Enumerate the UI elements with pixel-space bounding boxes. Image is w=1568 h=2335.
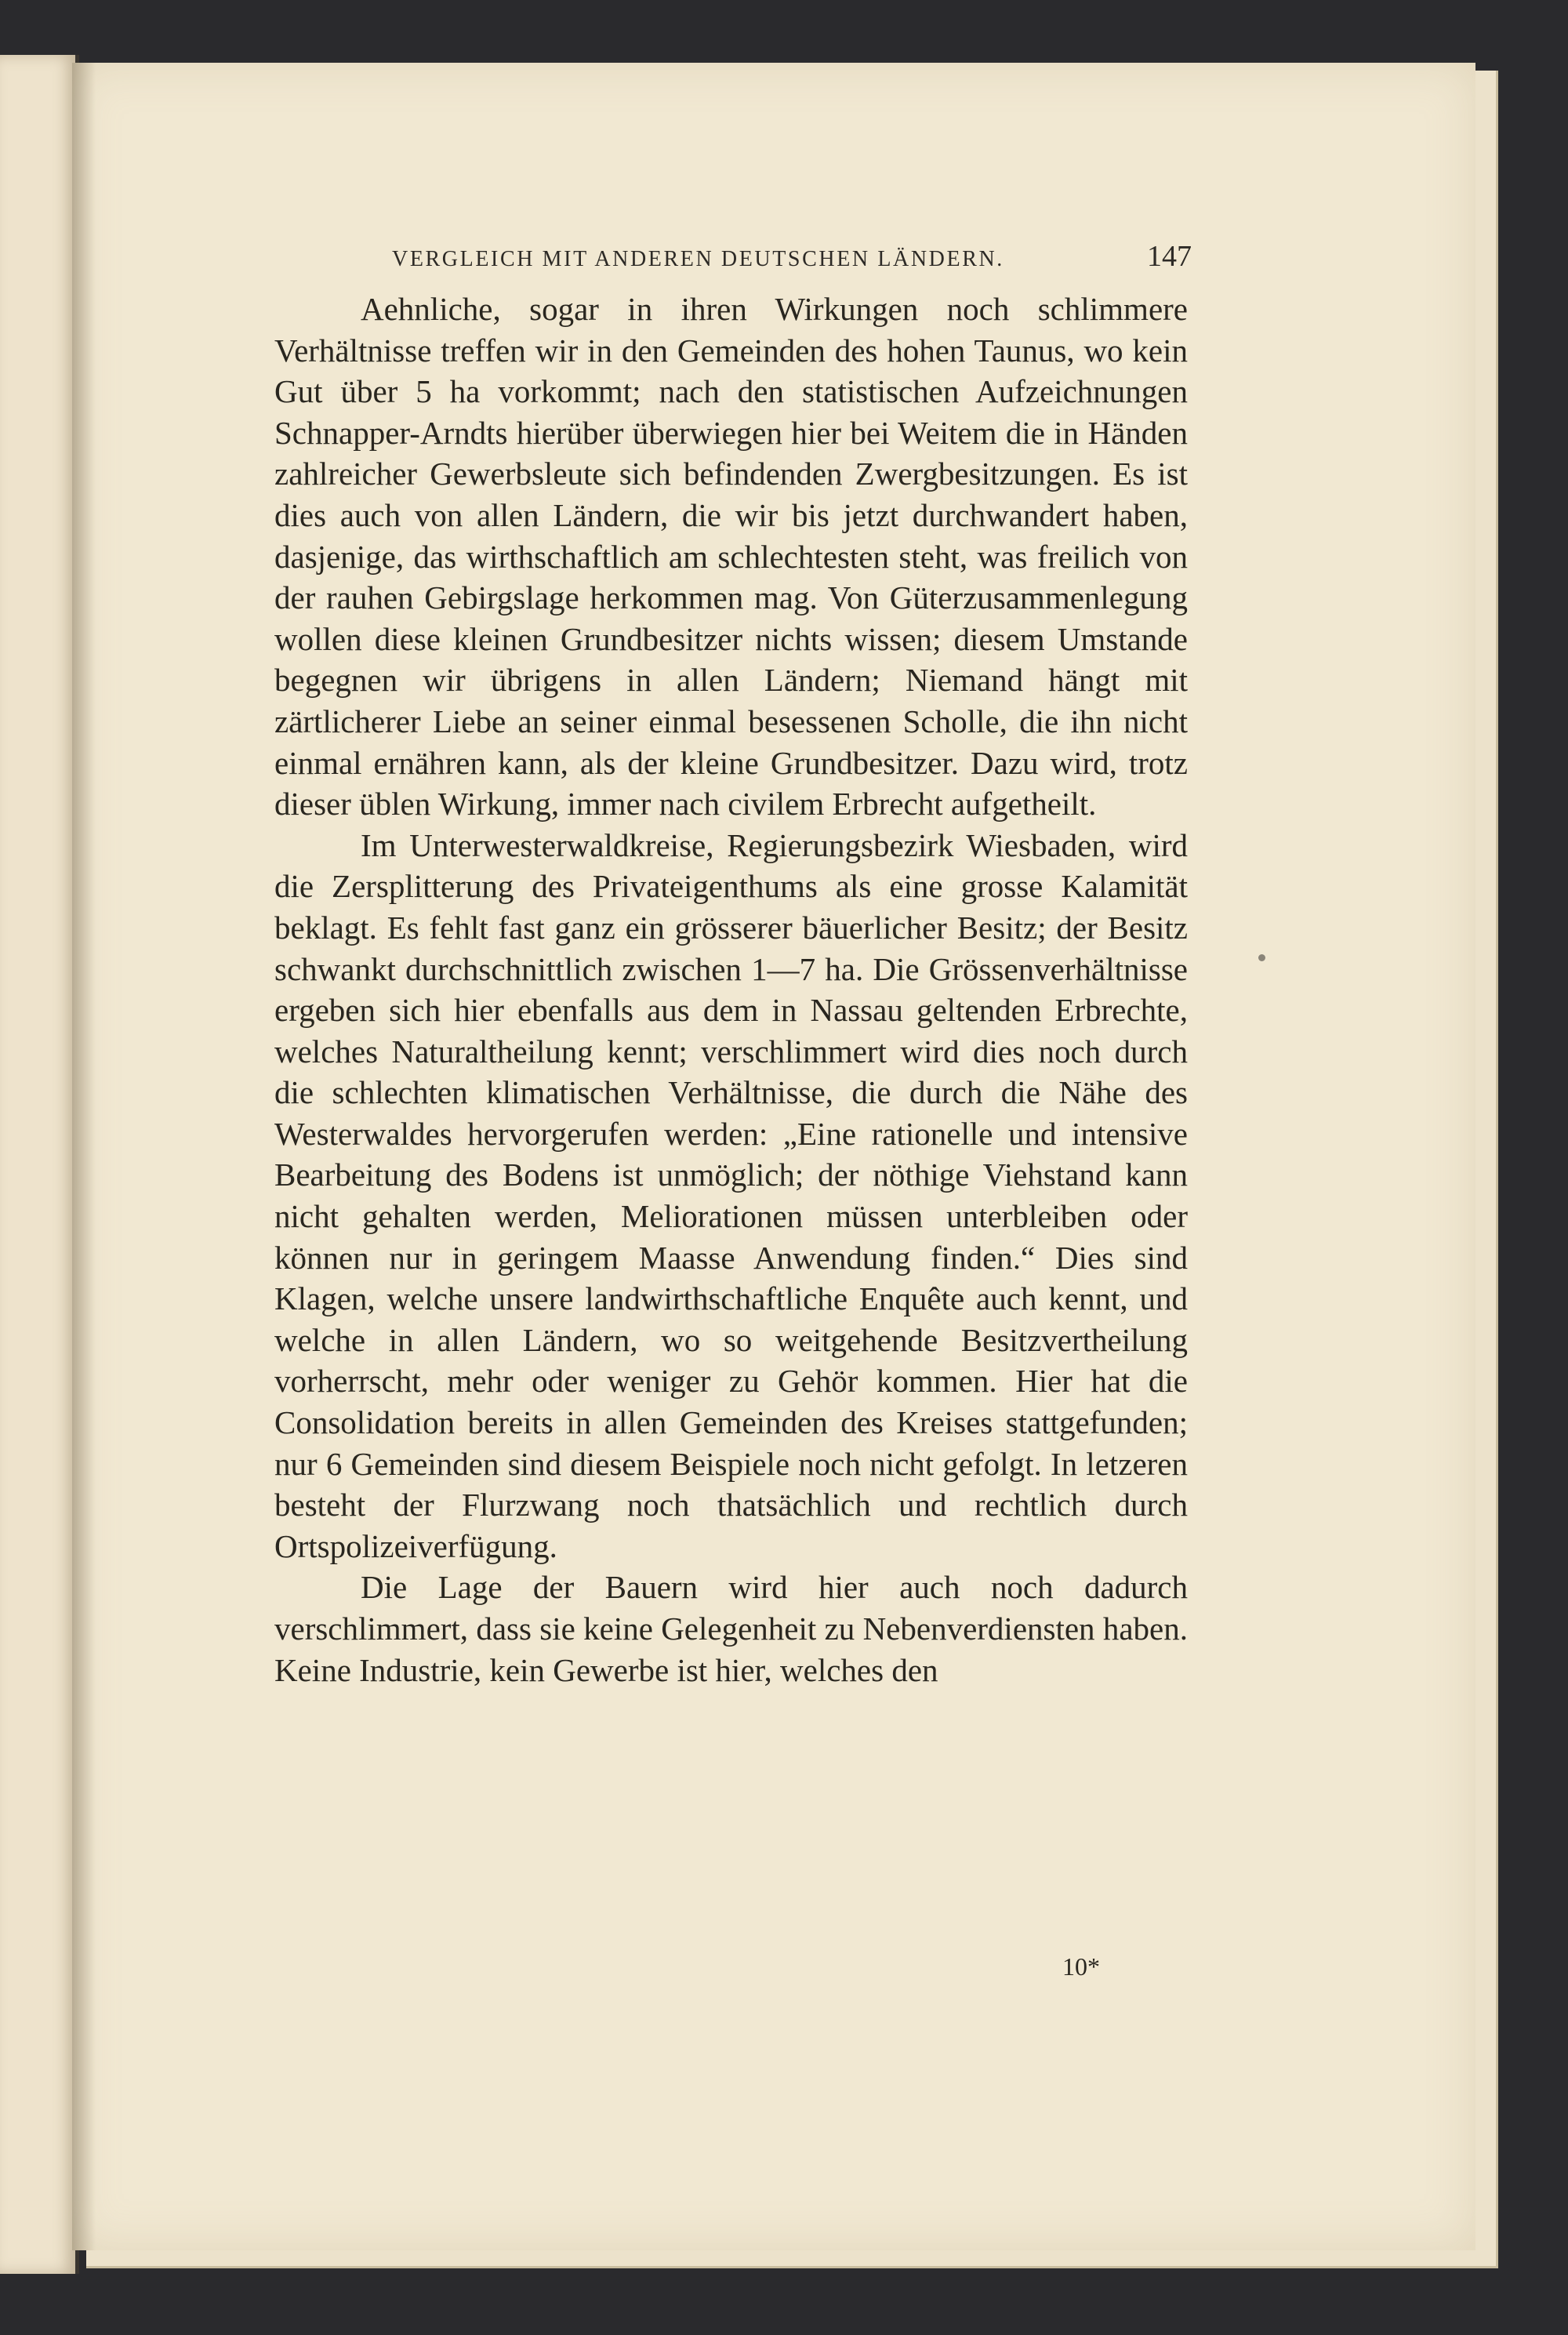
running-title: VERGLEICH MIT ANDEREN DEUTSCHEN LÄNDERN. xyxy=(392,247,1004,271)
paper-speck xyxy=(1258,954,1265,961)
paragraph-2: Im Unterwesterwaldkreise, Regierungsbezirk Wiesbaden, wird die Zersplitterung des Privateigenthums als eine grosse Kalamität beklagt. Es fehlt fast ganz ein grösserer bäuerlicher Besitz; der Besitz schwankt durchschnittlich zwischen 1—7 ha. Die Grössenverhältnisse ergeben sich hier ebenfalls aus dem in Nassau geltenden Erbrechte, welches Naturaltheilung kennt; verschlimmert wird dies noch durch die schlechten klimatischen Verhältnisse, die durch die Nähe des Westerwaldes hervorgerufen werden: „Eine rationelle und intensive Bearbeitung des Bodens ist unmöglich; der nöthige Viehstand kann nicht gehalten werden, Meliorationen müssen unterbleiben oder können nur in geringem Maasse Anwendung finden.“ Dies sind Klagen, welche unsere landwirthschaftliche Enquête auch kennt, und welche in allen Ländern, wo so weitgehende Besitzvertheilung vorherrscht, mehr oder weniger zu Gehör kommen. Hier hat die Consolidation bereits in allen Gemeinden des Kreises stattgefunden; nur 6 Gemeinden sind diesem Beispiele noch nicht gefolgt. In letzeren besteht der Flurzwang noch thatsächlich und rechtlich durch Ortspolizeiverfügung. xyxy=(274,826,1188,1564)
left-page-edge xyxy=(0,55,79,2274)
paragraph-1: Aehnliche, sogar in ihren Wirkungen noch schlimmere Verhältnisse treffen wir in den Gemeinden des hohen Taunus, wo kein Gut über 5 ha vorkommt; nach den statistischen Aufzeichnungen Schnapper-Arndts hierüber überwiegen hier bei Weitem die in Händen zahlreicher Gewerbsleute sich befindenden Zwergbesitzungen. Es ist dies auch von allen Ländern, die wir bis jetzt durchwandert haben, dasjenige, das wirthschaftlich am schlechtesten steht, was freilich von der rauhen Gebirgslage herkommen mag. Von Güterzusammenlegung wollen diese kleinen Grundbesitzer nichts wissen; diesem Umstande begegnen wir übrigens in allen Ländern; Niemand hängt mit zärtlicherer Liebe an seiner einmal besessenen Scholle, die ihn nicht einmal ernähren kann, als der kleine Grundbesitzer. Dazu wird, trotz dieser üblen Wirkung, immer nach civilem Erbrecht aufgetheilt. xyxy=(274,291,1188,823)
running-head xyxy=(320,239,1192,278)
signature-mark: 10* xyxy=(1062,1952,1100,1981)
paragraph-3: Die Lage der Bauern wird hier auch noch dadurch verschlimmert, dass sie keine Gelegenheit zu Nebenverdiensten haben. Keine Industrie, kein Gewerbe ist hier, welches den xyxy=(274,1569,1188,1688)
body-text xyxy=(274,289,1188,1690)
gutter-shadow xyxy=(72,63,96,2250)
page-number: 147 xyxy=(1147,240,1192,273)
